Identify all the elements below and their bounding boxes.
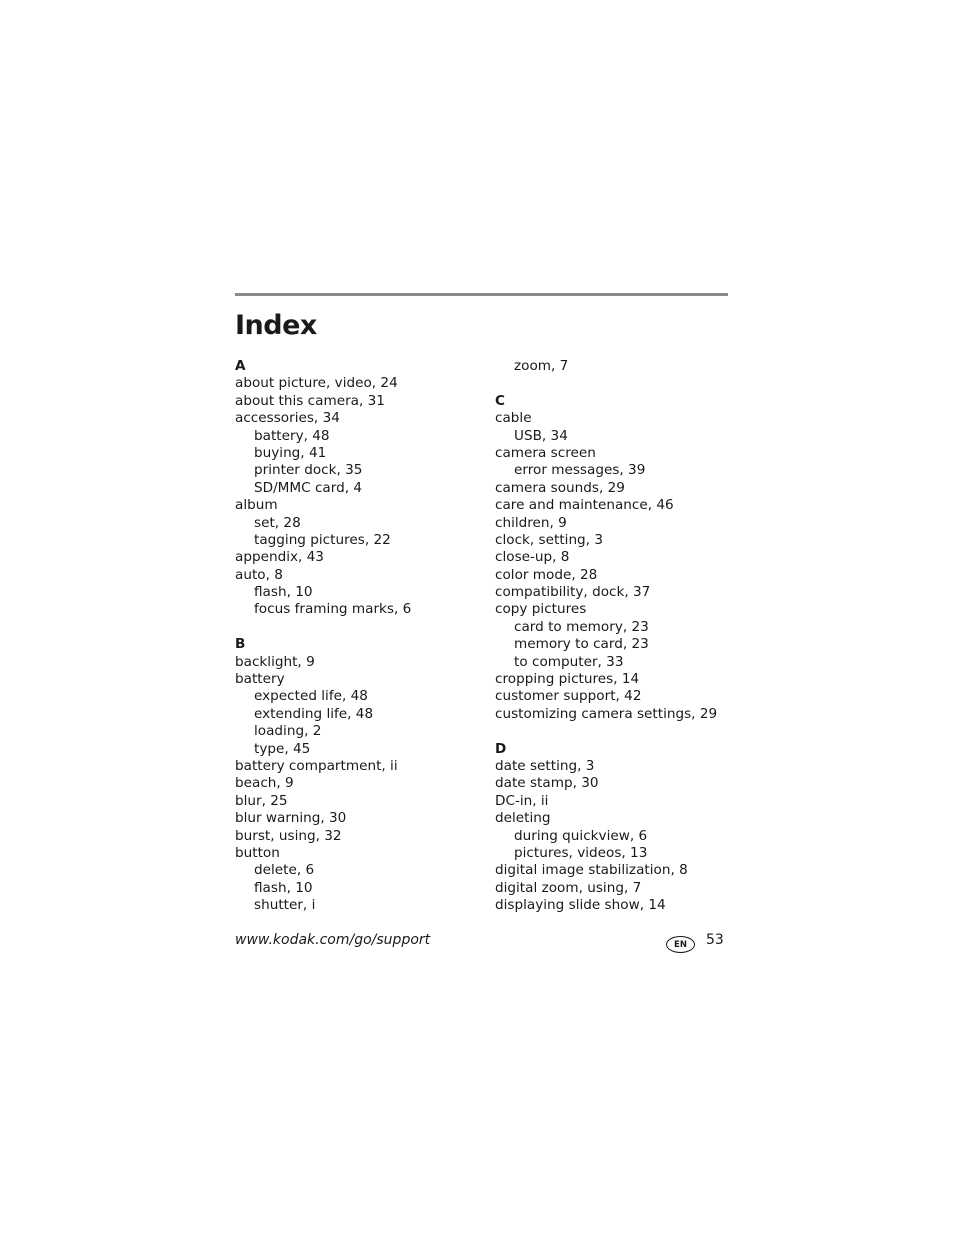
index-entry: blur, 25	[235, 792, 288, 809]
index-entry: camera screen	[495, 444, 596, 461]
page-number: 53	[706, 932, 724, 948]
index-subentry: delete, 6	[254, 862, 315, 879]
index-entry: appendix, 43	[235, 549, 324, 566]
index-entry: customer support, 42	[495, 688, 642, 705]
index-column-left	[235, 358, 490, 915]
index-entry: backlight, 9	[235, 653, 315, 670]
index-entry: button	[235, 844, 280, 861]
index-subentry: USB, 34	[514, 427, 568, 444]
index-entry: color mode, 28	[495, 566, 598, 583]
index-entry: camera sounds, 29	[495, 479, 625, 496]
index-subentry: buying, 41	[254, 444, 327, 461]
index-entry: about picture, video, 24	[235, 375, 398, 392]
index-subentry: flash, 10	[254, 584, 313, 601]
index-entry: auto, 8	[235, 566, 283, 583]
index-entry: close-up, 8	[495, 549, 570, 566]
index-subentry: shutter, i	[254, 897, 316, 914]
index-entry: digital zoom, using, 7	[495, 879, 642, 896]
index-subentry: card to memory, 23	[514, 618, 649, 635]
index-subentry: loading, 2	[254, 723, 322, 740]
index-subentry: battery, 48	[254, 427, 330, 444]
index-subentry: flash, 10	[254, 879, 313, 896]
header-rule	[235, 293, 728, 296]
index-subentry: extending life, 48	[254, 705, 374, 722]
index-subentry: printer dock, 35	[254, 462, 363, 479]
index-column-right	[495, 358, 735, 915]
index-entry: customizing camera settings, 29	[495, 705, 718, 722]
section-spacer	[495, 375, 735, 392]
index-entry: digital image stabilization, 8	[495, 862, 688, 879]
index-entry: copy pictures	[495, 601, 587, 618]
index-entry: blur warning, 30	[235, 810, 347, 827]
section-spacer	[235, 619, 490, 636]
index-entry: burst, using, 32	[235, 827, 342, 844]
index-letter-heading: C	[495, 392, 505, 409]
index-subentry: tagging pictures, 22	[254, 531, 391, 548]
index-entry: cable	[495, 410, 532, 427]
index-subentry: zoom, 7	[514, 358, 569, 374]
index-subentry: focus framing marks, 6	[254, 601, 412, 618]
index-letter-heading: A	[235, 358, 246, 374]
index-subentry: to computer, 33	[514, 653, 624, 670]
index-entry: deleting	[495, 810, 551, 827]
index-subentry: pictures, videos, 13	[514, 844, 648, 861]
index-entry: date setting, 3	[495, 757, 595, 774]
index-entry: clock, setting, 3	[495, 531, 603, 548]
index-subentry: during quickview, 6	[514, 827, 648, 844]
index-entry: album	[235, 497, 278, 514]
index-entry: battery compartment, ii	[235, 757, 398, 774]
index-letter-heading: B	[235, 636, 246, 653]
section-spacer	[495, 723, 735, 740]
index-entry: cropping pictures, 14	[495, 671, 640, 688]
index-entry: about this camera, 31	[235, 392, 385, 409]
index-entry: DC-in, ii	[495, 792, 549, 809]
index-entry: care and maintenance, 46	[495, 497, 674, 514]
page-title: Index	[235, 310, 317, 341]
footer-url[interactable]: www.kodak.com/go/support	[235, 932, 431, 948]
index-entry: children, 9	[495, 514, 567, 531]
index-subentry: expected life, 48	[254, 688, 368, 705]
index-entry: compatibility, dock, 37	[495, 584, 651, 601]
index-entry: beach, 9	[235, 775, 294, 792]
index-subentry: SD/MMC card, 4	[254, 479, 363, 496]
index-subentry: error messages, 39	[514, 462, 646, 479]
language-badge: EN	[666, 936, 695, 953]
index-subentry: set, 28	[254, 514, 301, 531]
index-subentry: memory to card, 23	[514, 636, 649, 653]
index-entry: date stamp, 30	[495, 775, 599, 792]
index-entry: battery	[235, 671, 285, 688]
index-letter-heading: D	[495, 740, 507, 757]
index-entry: accessories, 34	[235, 410, 340, 427]
index-subentry: type, 45	[254, 740, 311, 757]
index-entry: displaying slide show, 14	[495, 897, 666, 914]
